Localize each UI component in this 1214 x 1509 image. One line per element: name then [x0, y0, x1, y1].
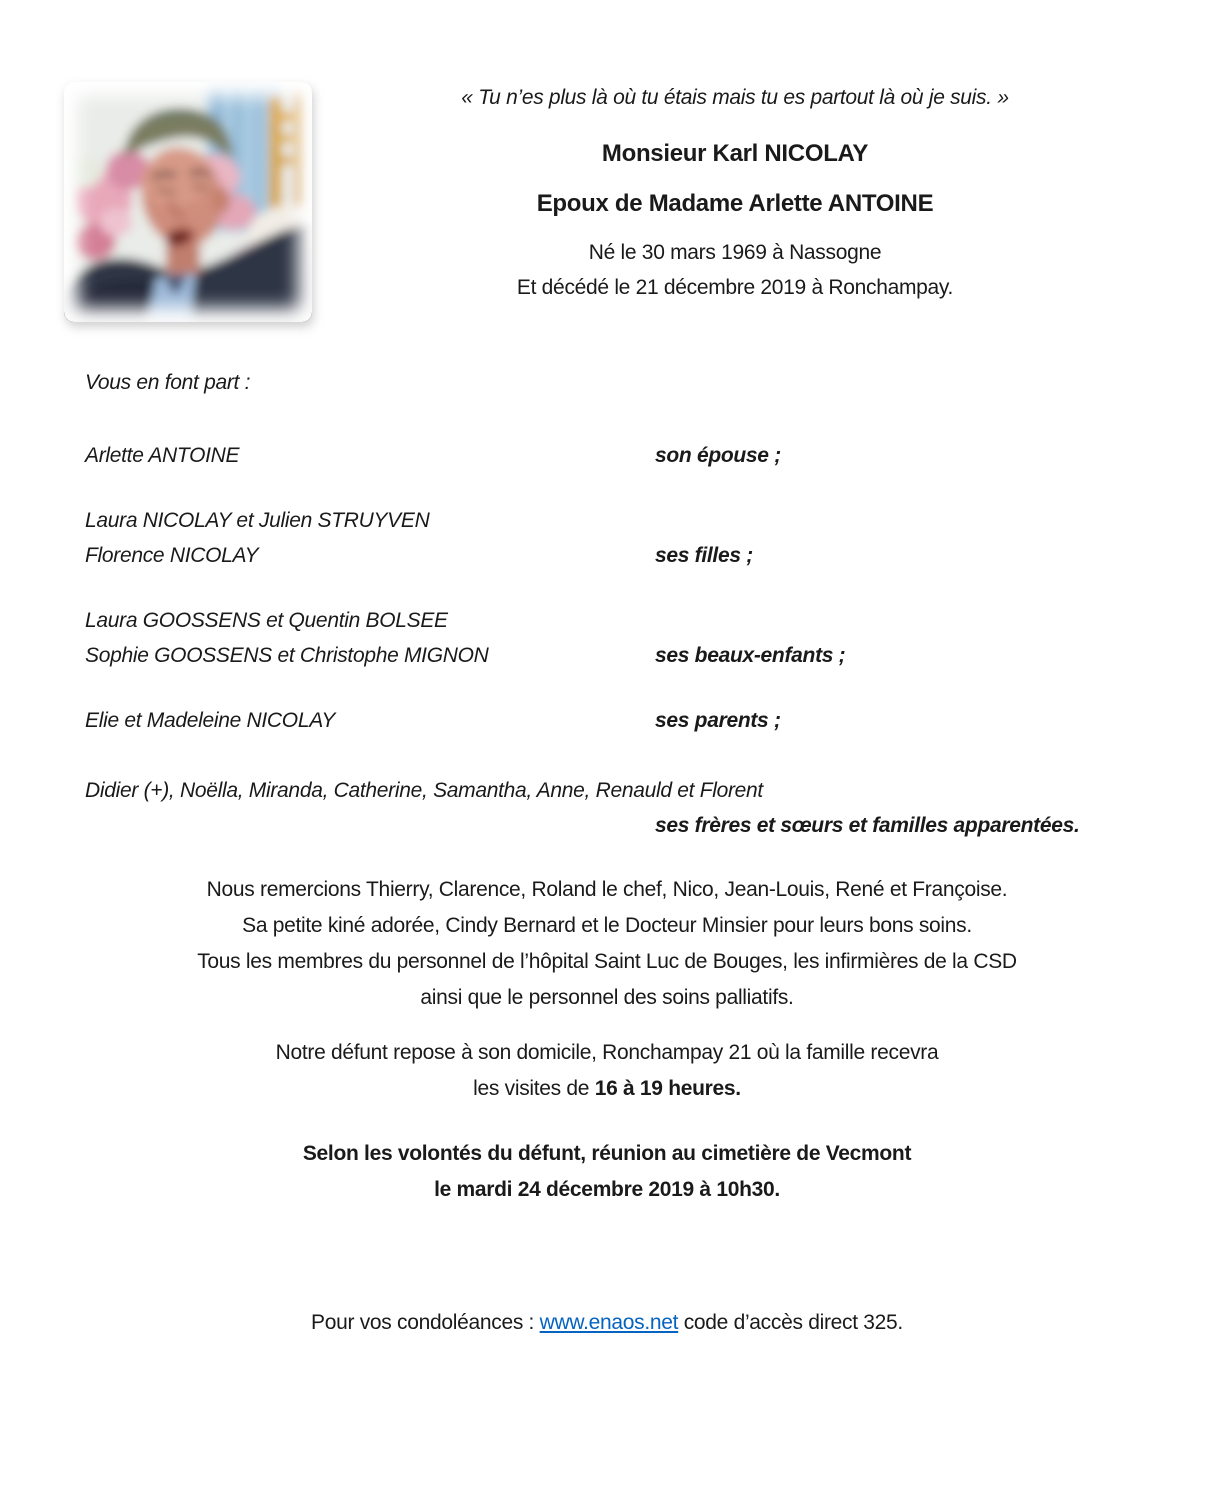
family-member-name: Laura GOOSSENS et Quentin BOLSEE [85, 609, 448, 632]
thanks-line: Nous remercions Thierry, Clarence, Roland le chef, Nico, Jean-Louis, René et Françoise. [206, 878, 1008, 901]
family-member-name: Florence NICOLAY [85, 544, 259, 567]
deceased-photo [64, 82, 312, 322]
family-relation: ses beaux-enfants ; [655, 644, 846, 667]
visiting-hours-line [40, 1077, 1174, 1101]
condolences-link[interactable]: www.enaos.net [539, 1311, 679, 1334]
ceremony-line: Selon les volontés du défunt, réunion au cimetière de Vecmont [302, 1142, 912, 1165]
ceremony-line: le mardi 24 décembre 2019 à 10h30. [434, 1178, 780, 1201]
family-relation: ses filles ; [655, 544, 753, 567]
death-line: Et décédé le 21 décembre 2019 à Ronchampay. [516, 276, 954, 299]
visiting-hours-bold: 16 à 19 heures. [594, 1077, 741, 1100]
family-relation: ses parents ; [655, 709, 781, 732]
deceased-name: Monsieur Karl NICOLAY [601, 140, 869, 167]
condolences-line [40, 1311, 1174, 1335]
condolences-prefix: Pour vos condoléances : [311, 1311, 540, 1334]
thanks-line: Tous les membres du personnel de l’hôpital Saint Luc de Bouges, les infirmières de la CSD [197, 950, 1017, 973]
spouse-line: Epoux de Madame Arlette ANTOINE [536, 190, 934, 217]
family-relation: son épouse ; [655, 444, 781, 467]
visiting-hours-prefix: les visites de [473, 1077, 595, 1100]
repose-line: Notre défunt repose à son domicile, Ronchampay 21 où la famille recevra [275, 1041, 939, 1064]
thanks-line: ainsi que le personnel des soins palliatifs. [420, 986, 794, 1009]
family-member-name: Laura NICOLAY et Julien STRUYVEN [85, 509, 430, 532]
condolences-suffix: code d’accès direct 325. [678, 1311, 903, 1334]
family-member-name: Sophie GOOSSENS et Christophe MIGNON [85, 644, 489, 667]
thanks-line: Sa petite kiné adorée, Cindy Bernard et le Docteur Minsier pour leurs bons soins. [242, 914, 972, 937]
announcement-intro: Vous en font part : [85, 371, 251, 394]
siblings-line: Didier (+), Noëlla, Miranda, Catherine, Samantha, Anne, Renauld et Florent [85, 779, 763, 802]
siblings-relation: ses frères et sœurs et familles apparentées. [655, 814, 1080, 837]
memorial-quote: « Tu n’es plus là où tu étais mais tu es partout là où je suis. » [461, 86, 1009, 109]
family-member-name: Arlette ANTOINE [85, 444, 240, 467]
family-member-name: Elie et Madeleine NICOLAY [85, 709, 336, 732]
birth-line: Né le 30 mars 1969 à Nassogne [588, 241, 882, 264]
deceased-photo-art [64, 82, 312, 322]
